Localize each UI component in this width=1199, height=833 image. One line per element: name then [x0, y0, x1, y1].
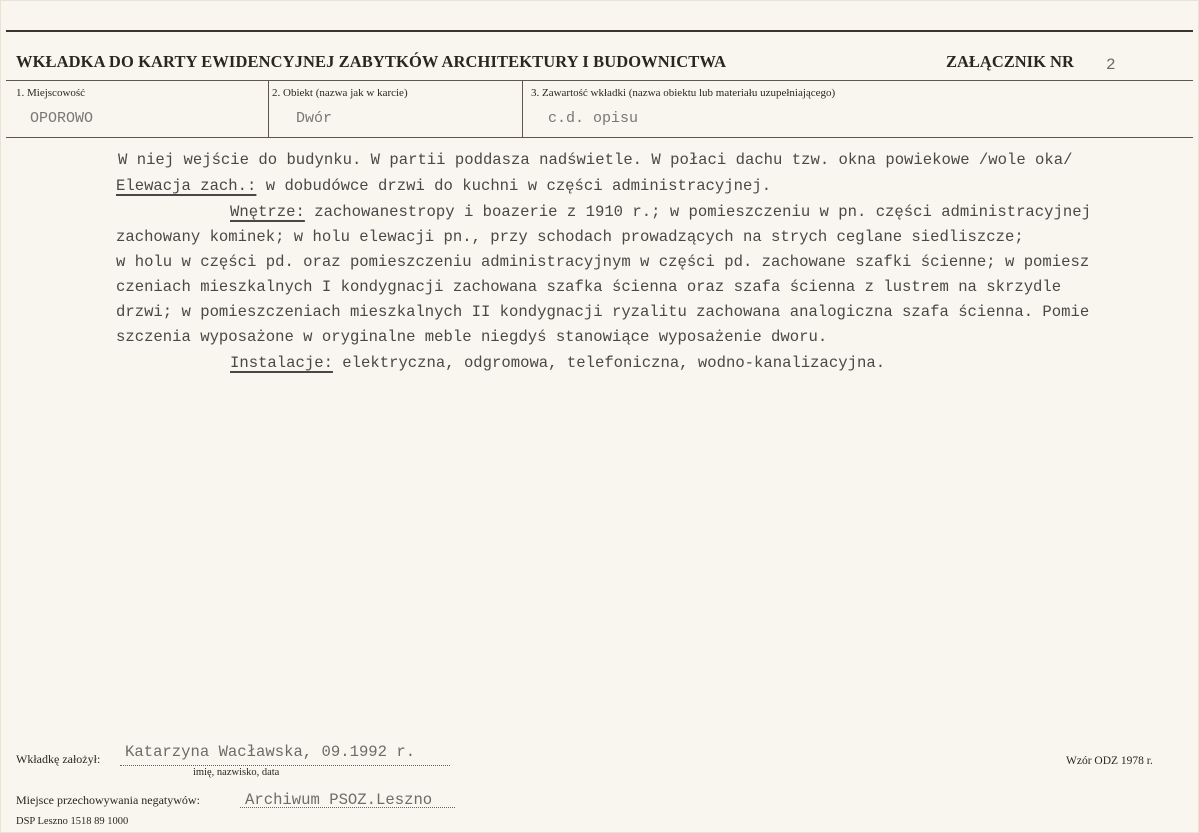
contents-value: c.d. opisu	[548, 110, 639, 127]
annex-label: ZAŁĄCZNIK NR	[946, 52, 1074, 71]
installations-heading: Instalacje:	[230, 354, 333, 372]
annex-number: 2	[1106, 56, 1116, 74]
west-elevation-text: w dobudówce drzwi do kuchni w części administracyjnej.	[256, 177, 772, 195]
body-line-3	[230, 205, 1091, 221]
form-model: Wzór ODZ 1978 r.	[1066, 755, 1153, 767]
object-label: 2. Obiekt (nazwa jak w karcie)	[272, 87, 408, 99]
body-line-6: czeniach mieszkalnych I kondygnacji zachowana szafka ścienna oraz szafa ścienna z lustrem na skrzydle	[116, 278, 1062, 296]
interior-text: zachowanestropy i boazerie z 1910 r.; w pomieszczeniu w pn. części administracyjnej	[304, 203, 1091, 221]
founded-label: Wkładkę założył:	[16, 752, 101, 766]
body-line-1: W niej wejście do budynku. W partii poddasza nadświetle. W połaci dachu tzw. okna powiekowe /wole oka/	[118, 151, 1073, 169]
field-divider-1	[268, 80, 269, 137]
interior-heading: Wnętrze:	[230, 203, 305, 221]
locality-value: OPOROWO	[30, 110, 94, 127]
page-title: WKŁADKA DO KARTY EWIDENCYJNEJ ZABYTKÓW ARCHITEKTURY I BUDOWNICTWA	[16, 52, 727, 71]
body-line-2	[116, 179, 771, 195]
negatives-label: Miejsce przechowywania negatywów:	[16, 793, 200, 807]
contents-label: 3. Zawartość wkładki (nazwa obiektu lub materiału uzupełniającego)	[531, 87, 836, 99]
body-line-4: zachowany kominek; w holu elewacji pn., przy schodach prowadzących na strych ceglane siedliszcze;	[116, 228, 1024, 246]
negatives-value: Archiwum PSOZ.Leszno	[245, 791, 433, 809]
west-elevation-heading: Elewacja zach.:	[116, 177, 257, 195]
top-rule	[6, 30, 1193, 32]
print-info: DSP Leszno 1518 89 1000	[16, 816, 129, 827]
locality-label: 1. Miejscowość	[16, 87, 86, 99]
field-bottom-rule	[6, 137, 1193, 138]
founded-value: Katarzyna Wacławska, 09.1992 r.	[125, 743, 416, 761]
field-divider-2	[522, 80, 523, 137]
body-line-8: szczenia wyposażone w oryginalne meble niegdyś stanowiące wyposażenie dworu.	[116, 328, 828, 346]
body-line-9	[230, 356, 885, 372]
founded-caption: imię, nazwisko, data	[193, 767, 280, 778]
founded-dotted-line	[120, 765, 450, 766]
installations-text: elektryczna, odgromowa, telefoniczna, wodno-kanalizacyjna.	[332, 354, 886, 372]
field-top-rule	[6, 80, 1193, 81]
object-value: Dwór	[296, 110, 333, 127]
body-line-5: w holu w części pd. oraz pomieszczeniu administracyjnym w części pd. zachowane szafki ścienne; w pomiesz	[116, 253, 1090, 271]
body-line-7: drzwi; w pomieszczeniach mieszkalnych II kondygnacji ryzalitu zachowana analogiczna szafa ścienna. Pomie	[116, 303, 1090, 321]
